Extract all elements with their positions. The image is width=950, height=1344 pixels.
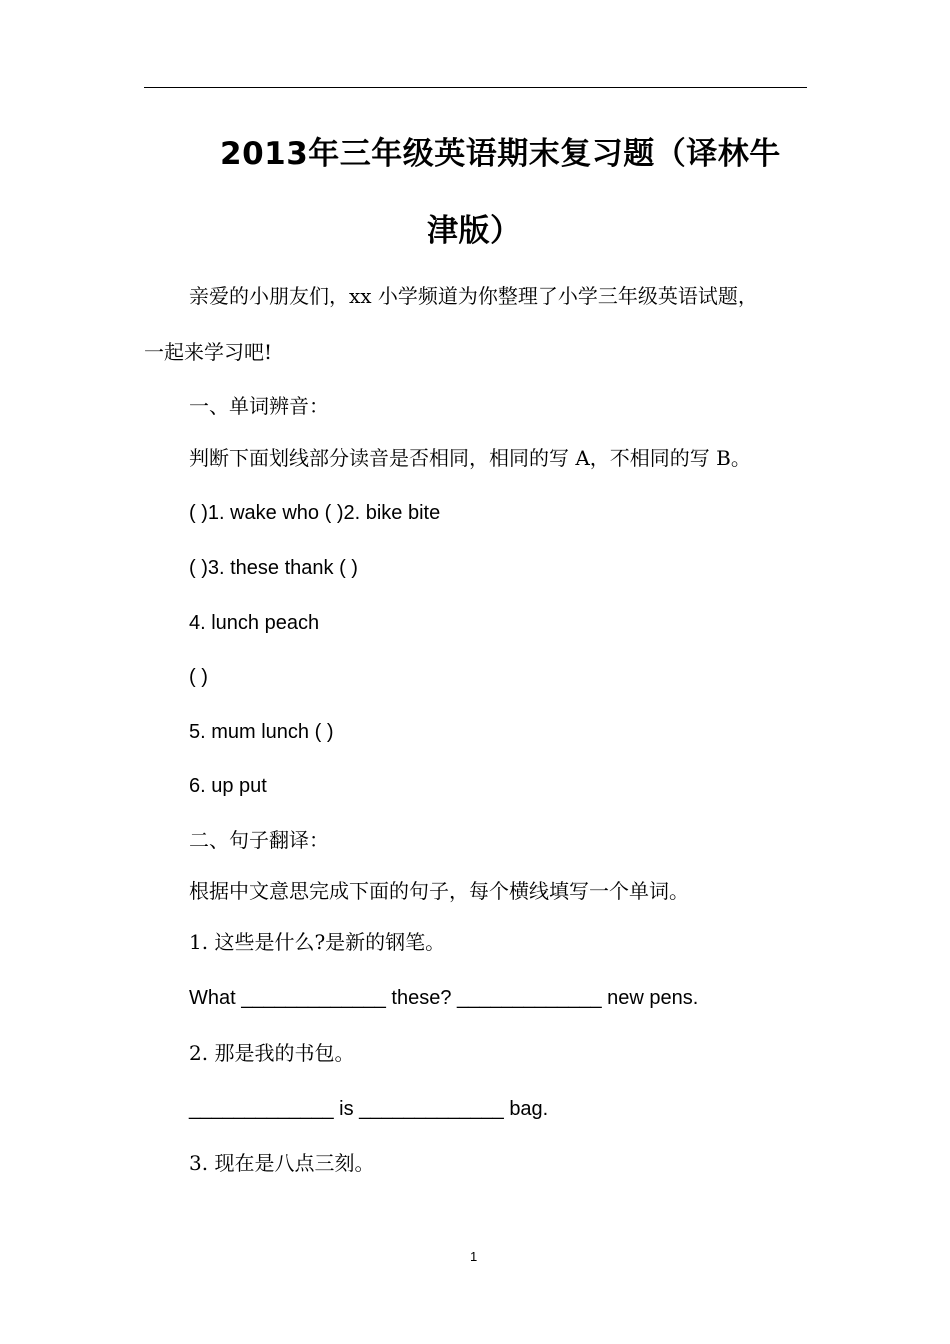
document-title-line1: 2013年三年级英语期末复习题（译林牛 — [220, 136, 781, 172]
section2-heading: 二、句子翻译： — [189, 828, 329, 852]
section1-item: ( ) — [189, 666, 208, 688]
header-rule — [144, 87, 807, 88]
section2-item: 1. 这些是什么?是新的钢笔。 — [189, 930, 446, 954]
section2-item: What _____________ these? _____________ new pens. — [189, 987, 699, 1009]
document-title-line2: 津版） — [427, 213, 522, 249]
section2-item: _____________ is _____________ bag. — [189, 1098, 549, 1120]
page-number: 1 — [470, 1249, 478, 1264]
section1-heading: 一、单词辨音： — [189, 394, 329, 418]
section2-item: 2. 那是我的书包。 — [189, 1041, 355, 1065]
section2-instruction: 根据中文意思完成下面的句子，每个横线填写一个单词。 — [189, 879, 689, 903]
section1-instruction: 判断下面划线部分读音是否相同，相同的写 A，不相同的写 B。 — [189, 446, 751, 470]
section1-item: ( )3. these thank ( ) — [189, 557, 358, 579]
section1-item: ( )1. wake who ( )2. bike bite — [189, 502, 441, 524]
section1-item: 5. mum lunch ( ) — [189, 721, 334, 743]
intro-paragraph-line1: 亲爱的小朋友们，xx 小学频道为你整理了小学三年级英语试题， — [189, 284, 758, 308]
section2-item: 3. 现在是八点三刻。 — [189, 1151, 375, 1175]
section1-item: 4. lunch peach — [189, 612, 320, 634]
section1-item: 6. up put — [189, 775, 267, 797]
intro-paragraph-line2: 一起来学习吧! — [144, 340, 273, 364]
